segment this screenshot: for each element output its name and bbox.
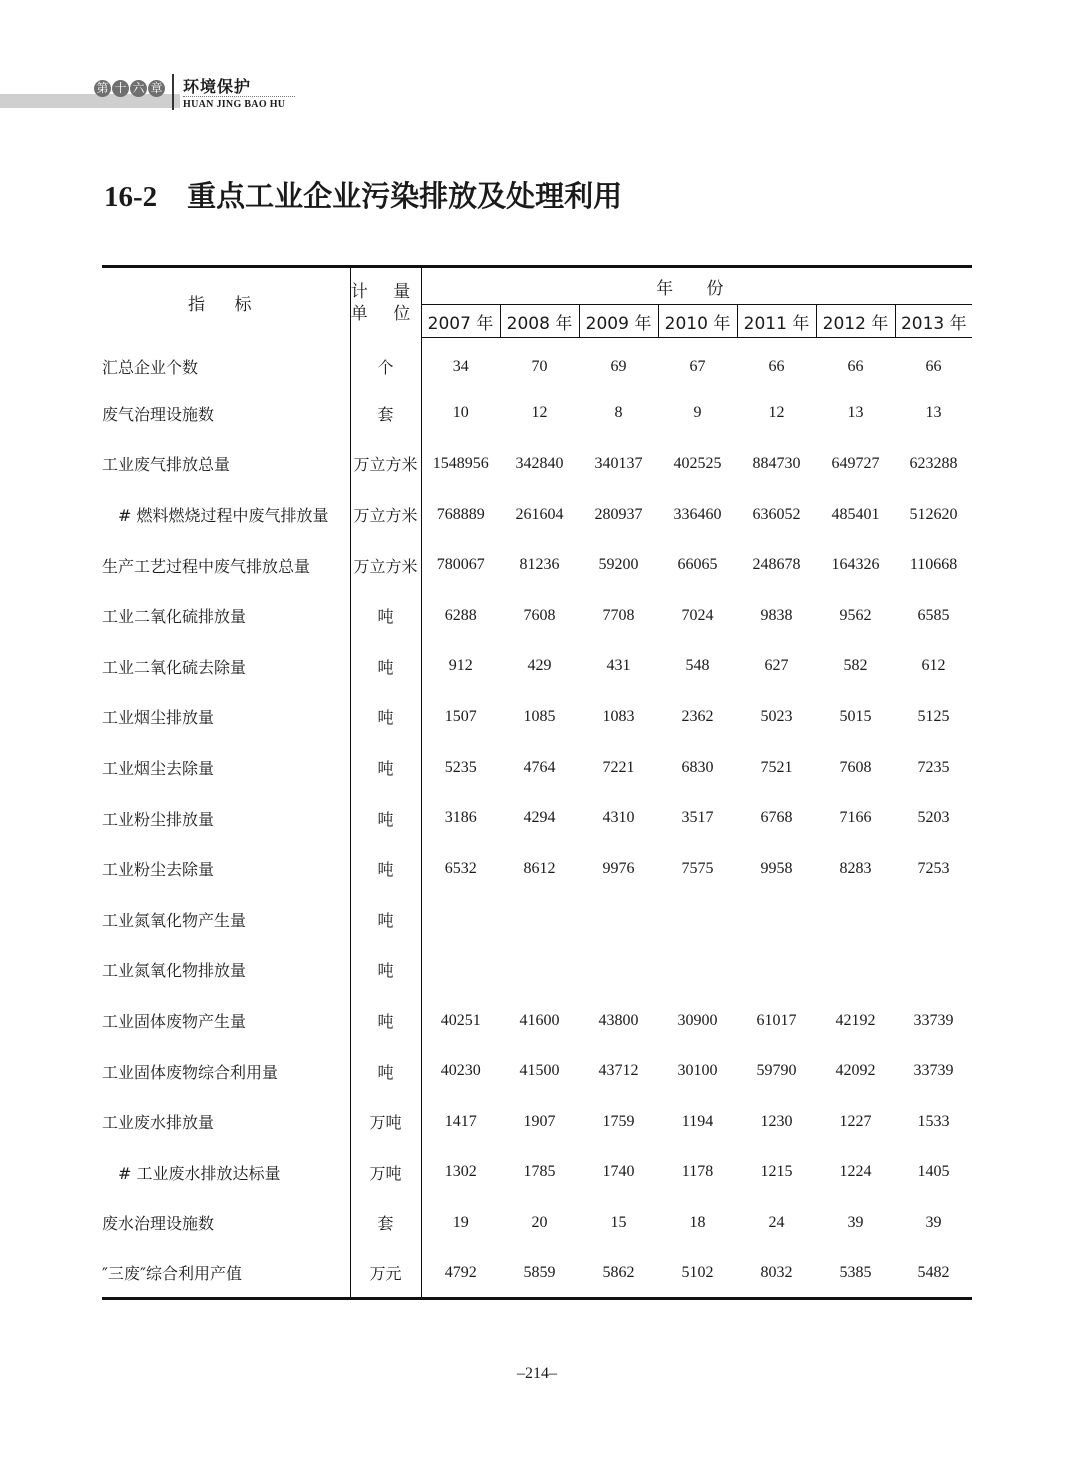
value-cell: 1230: [760, 1112, 793, 1130]
value-cell: 336460: [673, 505, 722, 523]
value-cell: 13: [847, 404, 864, 422]
value-cell: 81236: [519, 556, 560, 574]
value-cell: 5235: [444, 758, 477, 776]
value-cell: [579, 945, 658, 996]
value-cell: 1417: [444, 1112, 477, 1130]
table-row: [102, 1096, 972, 1147]
value-cell: 8032: [737, 1248, 816, 1299]
table-row: [102, 540, 972, 591]
table-row: [102, 641, 972, 692]
value-cell: [658, 894, 737, 945]
value-cell: 13: [925, 404, 942, 422]
value-cell: 7608: [523, 606, 556, 624]
value-cell: 59200: [598, 556, 639, 574]
year-header: 2009 年: [579, 305, 658, 338]
value-cell: 261604: [515, 505, 564, 523]
value-cell: 485401: [831, 505, 880, 523]
unit-cell: 万立方米: [350, 489, 421, 540]
value-cell: 1215: [760, 1163, 793, 1181]
value-cell: 9838: [760, 606, 793, 624]
section-title: 环境保护: [183, 77, 252, 96]
value-cell: 3186: [444, 809, 477, 827]
indicator-cell: 汇总企业个数: [102, 358, 199, 378]
value-cell: 7608: [839, 758, 872, 776]
value-cell: [737, 945, 816, 996]
chapter-char: 六: [130, 80, 147, 97]
unit-cell: 吨: [350, 641, 421, 692]
value-cell: 7521: [760, 758, 793, 776]
value-cell: 5125: [917, 707, 950, 725]
value-cell: 5862: [579, 1248, 658, 1299]
value-cell: [500, 945, 579, 996]
indicator-cell: 工业二氧化硫去除量: [102, 657, 247, 677]
value-cell: 33739: [913, 1011, 954, 1029]
year-header: 2013 年: [895, 305, 972, 338]
table-row: [102, 590, 972, 641]
value-cell: 67: [689, 358, 706, 376]
value-cell: 9976: [602, 859, 635, 877]
chapter-char: 第: [94, 80, 111, 97]
value-cell: 24: [768, 1213, 785, 1231]
value-cell: 9562: [839, 606, 872, 624]
value-cell: 7166: [839, 809, 872, 827]
value-cell: 1224: [839, 1163, 872, 1181]
value-cell: 340137: [594, 454, 643, 472]
value-cell: 1740: [602, 1163, 635, 1181]
value-cell: 342840: [515, 454, 564, 472]
value-cell: [737, 894, 816, 945]
indicator-cell: 工业粉尘排放量: [102, 809, 215, 829]
value-cell: 10: [452, 404, 469, 422]
value-cell: 70: [531, 358, 548, 376]
unit-cell: 万吨: [350, 1147, 421, 1198]
table-row: [102, 1147, 972, 1198]
value-cell: [658, 945, 737, 996]
value-cell: [500, 894, 579, 945]
value-cell: 30100: [677, 1062, 718, 1080]
value-cell: 5482: [895, 1248, 972, 1299]
value-cell: 429: [527, 657, 552, 675]
value-cell: [421, 894, 500, 945]
value-cell: 5203: [917, 809, 950, 827]
value-cell: 42192: [835, 1011, 876, 1029]
unit-cell: 吨: [350, 793, 421, 844]
value-cell: 768889: [436, 505, 485, 523]
value-cell: [895, 894, 972, 945]
value-cell: [816, 894, 895, 945]
year-header: 2007 年: [421, 305, 500, 338]
year-header: 2010 年: [658, 305, 737, 338]
value-cell: 110668: [909, 556, 958, 574]
unit-cell: 个: [350, 338, 421, 389]
year-header: 2011 年: [737, 305, 816, 338]
value-cell: 39: [925, 1213, 942, 1231]
table-number: 16-2: [104, 181, 158, 213]
value-cell: 8612: [523, 859, 556, 877]
table-row: [102, 793, 972, 844]
value-cell: 1178: [681, 1163, 714, 1181]
indicator-cell: 废水治理设施数: [102, 1214, 215, 1234]
value-cell: 1194: [681, 1112, 714, 1130]
value-cell: [579, 894, 658, 945]
value-cell: 4294: [523, 809, 556, 827]
value-cell: 9: [693, 404, 702, 422]
value-cell: 912: [448, 657, 473, 675]
value-cell: 1085: [523, 707, 556, 725]
value-cell: 6830: [681, 758, 714, 776]
value-cell: 7221: [602, 758, 635, 776]
table-row: [102, 338, 972, 389]
unit-cell: 万吨: [350, 1096, 421, 1147]
header-divider: [172, 74, 174, 110]
value-cell: 61017: [756, 1011, 797, 1029]
table-row: [102, 489, 972, 540]
table-row: [102, 742, 972, 793]
value-cell: 19: [452, 1213, 469, 1231]
year-group-header: 年 份: [421, 267, 972, 305]
indicator-cell: # 燃料燃烧过程中废气排放量: [118, 506, 329, 526]
value-cell: 5015: [839, 707, 872, 725]
data-table: [102, 265, 972, 1300]
chapter-char: 章: [148, 80, 165, 97]
table-row: [102, 692, 972, 743]
value-cell: 780067: [436, 556, 485, 574]
value-cell: 59790: [756, 1062, 797, 1080]
value-cell: 6532: [444, 859, 477, 877]
value-cell: 1785: [523, 1163, 556, 1181]
page-title: [104, 174, 622, 215]
value-cell: 8283: [839, 859, 872, 877]
value-cell: 5023: [760, 707, 793, 725]
indicator-cell: 工业粉尘去除量: [102, 860, 215, 880]
value-cell: 42092: [835, 1062, 876, 1080]
value-cell: 1405: [917, 1163, 950, 1181]
value-cell: 3517: [681, 809, 714, 827]
value-cell: 627: [764, 657, 789, 675]
value-cell: 8: [614, 404, 623, 422]
value-cell: 18: [689, 1213, 706, 1231]
value-cell: 7024: [681, 606, 714, 624]
value-cell: 66065: [677, 556, 718, 574]
value-cell: 431: [606, 657, 631, 675]
value-cell: 4764: [523, 758, 556, 776]
page-number: –214–: [517, 1365, 557, 1382]
year-header: 2012 年: [816, 305, 895, 338]
table-row: [102, 945, 972, 996]
indicator-cell: 工业烟尘去除量: [102, 759, 215, 779]
unit-cell: 万立方米: [350, 439, 421, 490]
value-cell: 623288: [909, 454, 958, 472]
chapter-char: 十: [112, 80, 129, 97]
value-cell: 6585: [917, 606, 950, 624]
value-cell: 1907: [523, 1112, 556, 1130]
value-cell: 15: [610, 1213, 627, 1231]
indicator-cell: # 工业废水排放达标量: [118, 1163, 281, 1183]
value-cell: 5385: [816, 1248, 895, 1299]
value-cell: 12: [768, 404, 785, 422]
value-cell: 5102: [658, 1248, 737, 1299]
unit-cell: 吨: [350, 894, 421, 945]
table-row: [102, 439, 972, 490]
value-cell: 582: [843, 657, 868, 675]
value-cell: 7708: [602, 606, 635, 624]
table-row: [102, 1248, 972, 1299]
indicator-cell: 工业氮氧化物产生量: [102, 910, 247, 930]
unit-header-line1: 计 量: [350, 281, 421, 302]
value-cell: 649727: [831, 454, 880, 472]
value-cell: 2362: [681, 707, 714, 725]
value-cell: 66: [847, 358, 864, 376]
value-cell: 402525: [673, 454, 722, 472]
unit-cell: 吨: [350, 843, 421, 894]
unit-cell: 套: [350, 388, 421, 439]
value-cell: 164326: [831, 556, 880, 574]
value-cell: 41500: [519, 1062, 560, 1080]
indicator-cell: 工业废气排放总量: [102, 455, 231, 475]
table-row: [102, 843, 972, 894]
indicator-header: 指 标: [102, 267, 350, 338]
value-cell: 34: [452, 358, 469, 376]
value-cell: 280937: [594, 505, 643, 523]
indicator-cell: 工业废水排放量: [102, 1113, 215, 1133]
value-cell: 4310: [602, 809, 635, 827]
value-cell: [421, 945, 500, 996]
value-cell: 884730: [752, 454, 801, 472]
value-cell: 6768: [760, 809, 793, 827]
section-pinyin: HUAN JING BAO HU: [183, 99, 286, 110]
value-cell: 20: [531, 1213, 548, 1231]
table-row: [102, 1198, 972, 1249]
value-cell: 33739: [913, 1062, 954, 1080]
value-cell: 43712: [598, 1062, 639, 1080]
unit-cell: 吨: [350, 1046, 421, 1097]
value-cell: 7235: [917, 758, 950, 776]
value-cell: 1759: [602, 1112, 635, 1130]
table-row: [102, 995, 972, 1046]
value-cell: 12: [531, 404, 548, 422]
chapter-label: [94, 77, 166, 99]
unit-cell: 套: [350, 1198, 421, 1249]
value-cell: 1548956: [432, 454, 489, 472]
value-cell: 512620: [909, 505, 958, 523]
table-title: 重点工业企业污染排放及处理利用: [187, 179, 623, 213]
value-cell: 30900: [677, 1011, 718, 1029]
value-cell: 39: [847, 1213, 864, 1231]
unit-header-line2: 单 位: [350, 303, 421, 324]
value-cell: 66: [768, 358, 785, 376]
value-cell: 636052: [752, 505, 801, 523]
indicator-cell: 工业固体废物产生量: [102, 1012, 247, 1032]
value-cell: 1302: [444, 1163, 477, 1181]
value-cell: 5859: [500, 1248, 579, 1299]
unit-header: [350, 267, 421, 338]
value-cell: 1507: [444, 707, 477, 725]
unit-cell: 吨: [350, 995, 421, 1046]
unit-cell: 吨: [350, 742, 421, 793]
value-cell: 548: [685, 657, 710, 675]
value-cell: [895, 945, 972, 996]
value-cell: 7575: [681, 859, 714, 877]
value-cell: 4792: [421, 1248, 500, 1299]
table-row: [102, 1046, 972, 1097]
value-cell: 40230: [440, 1062, 481, 1080]
value-cell: 69: [610, 358, 627, 376]
unit-cell: 万立方米: [350, 540, 421, 591]
value-cell: 43800: [598, 1011, 639, 1029]
unit-cell: 吨: [350, 945, 421, 996]
table-row: [102, 388, 972, 439]
value-cell: 6288: [444, 606, 477, 624]
value-cell: 1227: [839, 1112, 872, 1130]
unit-cell: 吨: [350, 692, 421, 743]
table-row: [102, 894, 972, 945]
indicator-cell: 工业二氧化硫排放量: [102, 607, 247, 627]
indicator-cell: 工业氮氧化物排放量: [102, 961, 247, 981]
value-cell: 1533: [917, 1112, 950, 1130]
value-cell: 248678: [752, 556, 801, 574]
value-cell: 1083: [602, 707, 635, 725]
unit-cell: 万元: [350, 1248, 421, 1299]
indicator-cell: 工业烟尘排放量: [102, 708, 215, 728]
value-cell: [816, 945, 895, 996]
value-cell: 41600: [519, 1011, 560, 1029]
header-dotted-rule: [183, 96, 295, 97]
value-cell: 7253: [917, 859, 950, 877]
year-header: 2008 年: [500, 305, 579, 338]
value-cell: 9958: [760, 859, 793, 877]
indicator-cell: 生产工艺过程中废气排放总量: [102, 556, 311, 576]
value-cell: 66: [925, 358, 942, 376]
indicator-cell: 废气治理设施数: [102, 404, 215, 424]
indicator-cell: 工业固体废物综合利用量: [102, 1062, 279, 1082]
unit-cell: 吨: [350, 590, 421, 641]
indicator-cell: ″三废″综合利用产值: [102, 1248, 350, 1299]
value-cell: 40251: [440, 1011, 481, 1029]
value-cell: 612: [921, 657, 946, 675]
